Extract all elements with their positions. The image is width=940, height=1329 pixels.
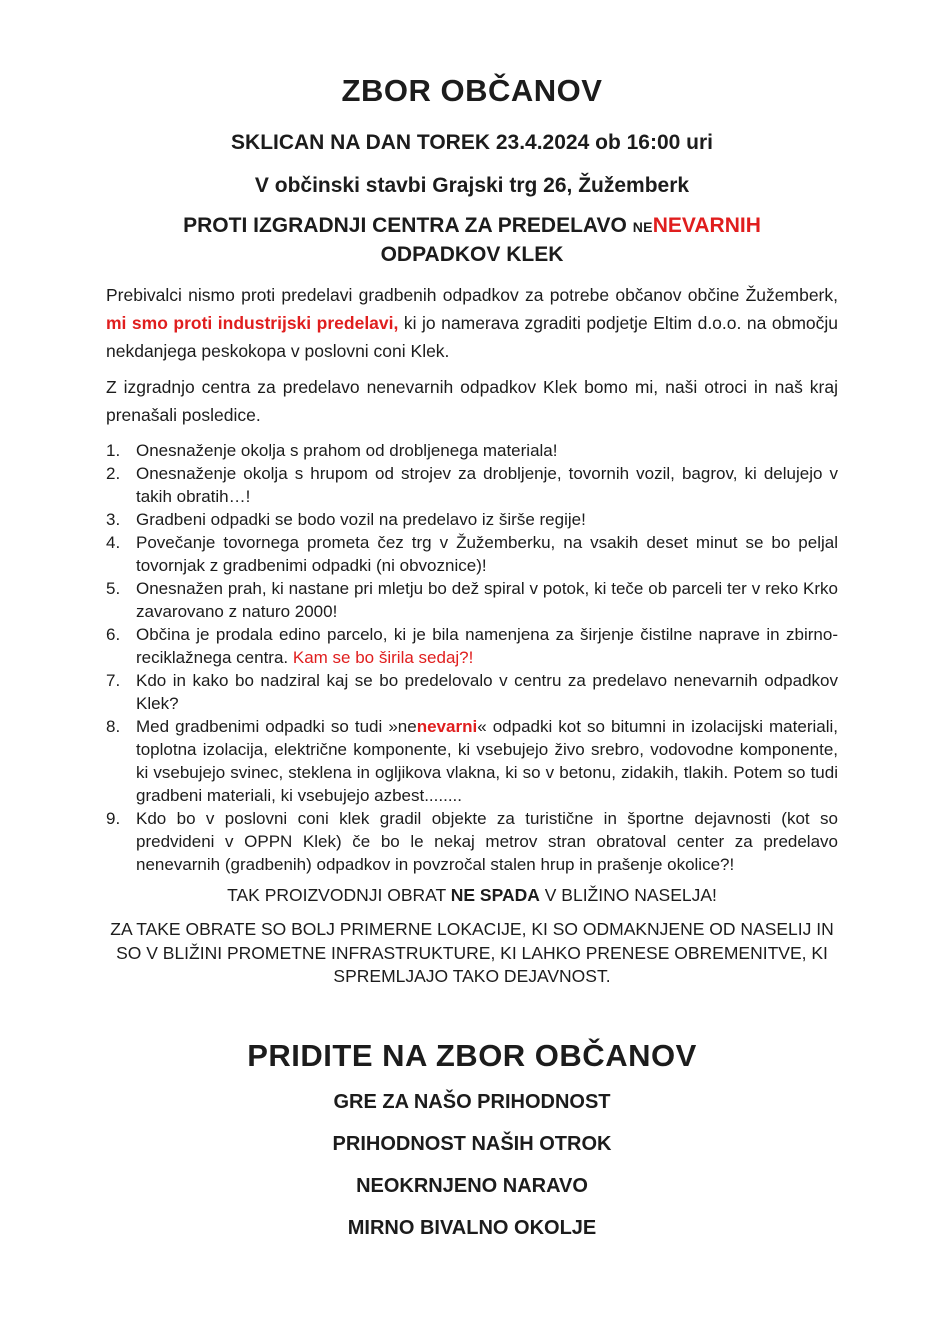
list-item bbox=[106, 531, 838, 577]
footer-slogan: NEOKRNJENO NARAVO bbox=[356, 1174, 588, 1197]
list-item-text bbox=[136, 508, 838, 531]
page-title: ZBOR OBČANOV bbox=[341, 73, 603, 108]
list-item-text bbox=[136, 531, 838, 577]
footer-slogan: MIRNO BIVALNO OKOLJE bbox=[347, 1216, 597, 1239]
subject-small-ne: NE bbox=[632, 219, 653, 235]
list-item-number: 1. bbox=[106, 441, 121, 460]
date-line: SKLICAN NA DAN TOREK 23.4.2024 ob 16:00 uri bbox=[231, 131, 713, 154]
list-item-text-main: Kdo in kako bo nadziral kaj se bo predelovalo v centru za predelavo nenevarnih odpadkov Klek? bbox=[136, 671, 838, 713]
intro-p1-red-statement: mi smo proti industrijski predelavi, bbox=[106, 313, 399, 333]
list-item bbox=[106, 669, 838, 715]
statement1-text-after: V BLIŽINO NASELJA! bbox=[539, 885, 717, 905]
list-item-number: 2. bbox=[106, 464, 121, 483]
statement-not-belong bbox=[106, 884, 838, 906]
subject-heading bbox=[106, 212, 838, 269]
list-item bbox=[106, 807, 838, 876]
list-item-text bbox=[136, 462, 838, 508]
list-item-number: 6. bbox=[106, 625, 121, 644]
list-item-text bbox=[136, 715, 838, 807]
list-item-text-main: Onesnaženje okolja s hrupom od strojev za drobljenje, tovornih vozil, bagrov, ki delujejo v takih obratih…! bbox=[136, 464, 838, 506]
intro-p1-text: Prebivalci nismo proti predelavi gradbenih odpadkov za potrebe občanov občine Žužemberk, bbox=[106, 285, 838, 305]
list-item-text bbox=[136, 807, 838, 876]
list-item-number: 9. bbox=[106, 809, 121, 828]
statement1-bold-ne-spada: NE SPADA bbox=[450, 885, 540, 905]
list-item-text bbox=[136, 623, 838, 669]
list-item-red-nevarni: nevarni bbox=[416, 717, 478, 736]
list-item-text-main: Med gradbenimi odpadki so tudi »ne bbox=[136, 717, 417, 736]
list-item-number: 3. bbox=[106, 510, 121, 529]
list-item-text-main: Povečanje tovornega prometa čez trg v Žužemberku, na vsakih deset minut se bo peljal tovornjak z gradbenimi odpadki (ni obvoznice)! bbox=[136, 533, 838, 575]
list-item bbox=[106, 623, 838, 669]
list-item bbox=[106, 715, 838, 807]
subject-text: PROTI IZGRADNJI CENTRA ZA PREDELAVO bbox=[183, 214, 633, 237]
subject-red-nevarnih: NEVARNIH bbox=[652, 214, 761, 237]
list-item-number: 5. bbox=[106, 579, 121, 598]
list-item-number: 7. bbox=[106, 671, 121, 690]
list-item-number: 4. bbox=[106, 533, 121, 552]
location-line: V občinski stavbi Grajski trg 26, Žužemberk bbox=[254, 174, 690, 197]
list-item-text-main: Onesnaženje okolja s prahom od drobljenega materiala! bbox=[136, 441, 558, 460]
list-item bbox=[106, 577, 838, 623]
list-item-text-after: « odpadki kot so bitumni in izolacijski materiali, toplotna izolacija, električne komponente, ki vsebujejo živo srebro, vodovodne komponente, ki vsebujejo svinec, steklena in ogljikova vlakna, ki so v betonu, zidakih, tlakih. Potem so tudi gradbeni materiali, ki vsebujejo azbest........ bbox=[136, 717, 838, 805]
list-item bbox=[106, 439, 838, 462]
list-item-text bbox=[136, 669, 838, 715]
call-to-action-headline: PRIDITE NA ZBOR OBČANOV bbox=[247, 1037, 697, 1073]
list-item-text-main: Gradbeni odpadki se bodo vozil na predelavo iz širše regije! bbox=[136, 510, 586, 529]
footer-slogan: GRE ZA NAŠO PRIHODNOST bbox=[333, 1090, 611, 1113]
list-item bbox=[106, 508, 838, 531]
list-item-text bbox=[136, 577, 838, 623]
subject-heading-line-1 bbox=[106, 212, 838, 241]
list-item-red-question: Kam se bo širila sedaj?! bbox=[292, 648, 474, 667]
intro-paragraph-1 bbox=[106, 281, 838, 365]
list-item bbox=[106, 462, 838, 508]
intro-paragraph-2: Z izgradnjo centra za predelavo nenevarnih odpadkov Klek bomo mi, naši otroci in naš kraj prenašali posledice. bbox=[106, 377, 838, 425]
list-item-text-main: Kdo bo v poslovni coni klek gradil objekte za turistične in športne dejavnosti (kot so predvideni v OPPN Klek) če bo le nekaj metrov stran obratoval center za predelavo nenevarnih (gradbenih) odpadkov in povzročal stalen hrup in prašenje okolice?! bbox=[136, 809, 838, 874]
list-item-number: 8. bbox=[106, 717, 121, 736]
footer-slogan: PRIHODNOST NAŠIH OTROK bbox=[332, 1132, 612, 1155]
statement1-text: TAK PROIZVODNJI OBRAT bbox=[227, 885, 451, 905]
intro-p1-text-after: ki jo namerava zgraditi podjetje Eltim d.o.o. na območju nekdanjega peskokopa v poslovni coni Klek. bbox=[106, 313, 838, 361]
statement-better-locations: ZA TAKE OBRATE SO BOLJ PRIMERNE LOKACIJE, KI SO ODMAKNJENE OD NASELIJ IN SO V BLIŽINI PROMETNE INFRASTRUKTURE, KI LAHKO PRENESE OBREMENITVE, KI SPREMLJAJO TAKO DEJAVNOST. bbox=[110, 919, 834, 986]
concerns-list bbox=[106, 439, 838, 876]
subject-heading-line-2: ODPADKOV KLEK bbox=[380, 243, 564, 266]
list-item-text-main: Onesnažen prah, ki nastane pri mletju bo dež spiral v potok, ki teče ob parceli ter v reko Krko zavarovano z naturo 2000! bbox=[136, 579, 838, 621]
list-item-text bbox=[136, 439, 838, 462]
list-item-text-main: Občina je prodala edino parcelo, ki je bila namenjena za širjenje čistilne naprave in zbirno-reciklažnega centra. bbox=[136, 625, 838, 667]
